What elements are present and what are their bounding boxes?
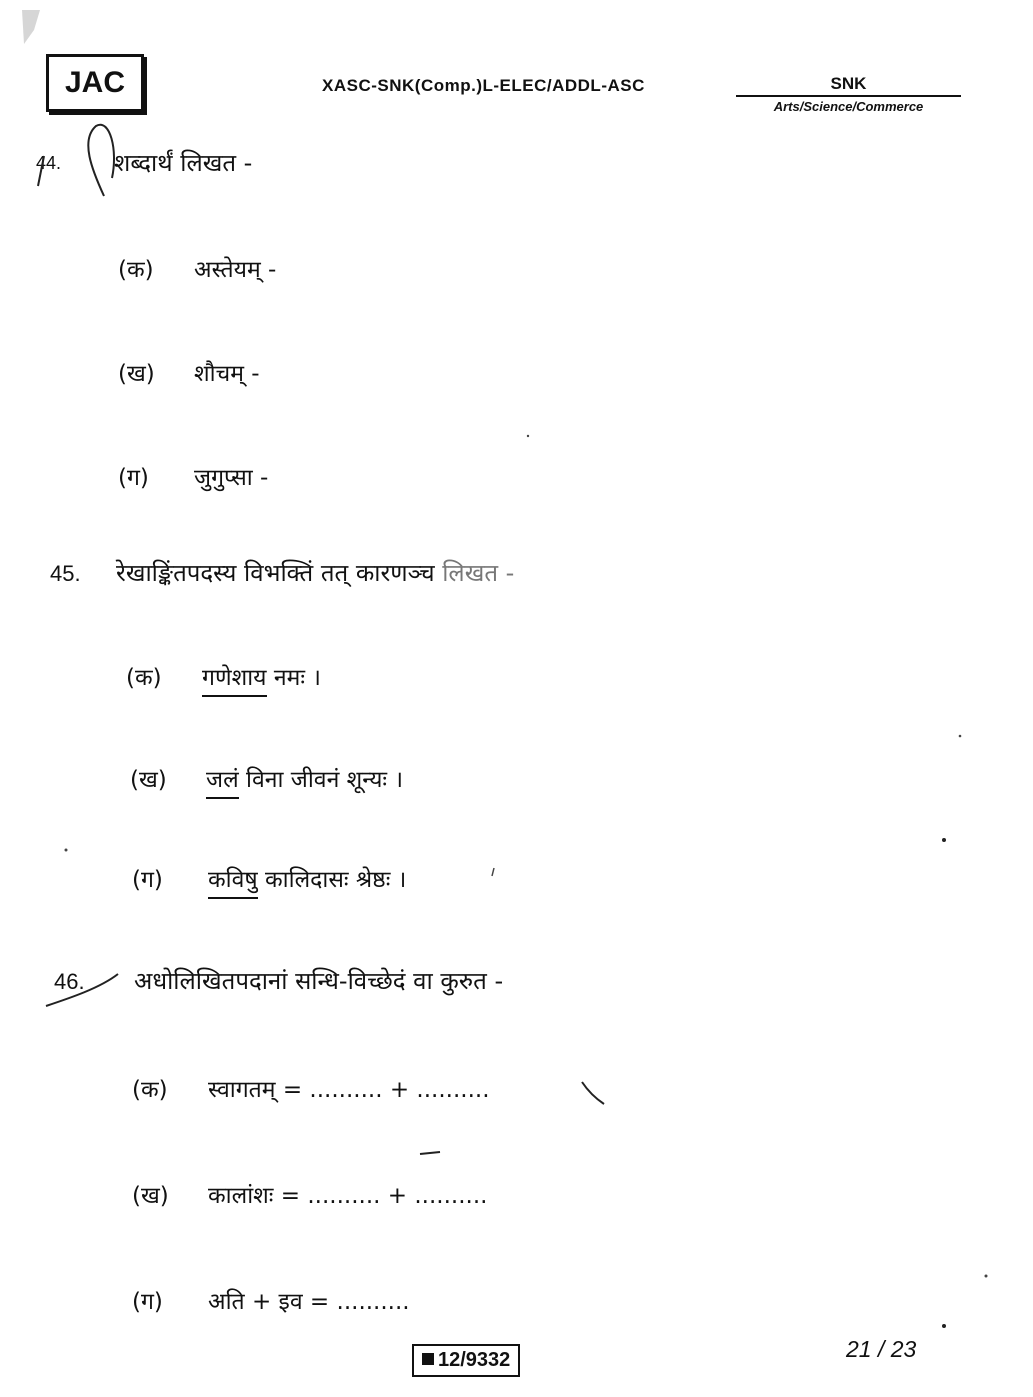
item-label: (ग) xyxy=(132,867,163,893)
stray-dash xyxy=(420,1152,440,1154)
item-label: (क) xyxy=(118,257,154,283)
corner-smudge xyxy=(22,10,40,44)
item-text: नमः । xyxy=(266,665,322,691)
circle-mark-44 xyxy=(88,125,114,196)
item-text: अति + इव = .......... xyxy=(208,1289,410,1315)
jac-logo: JAC xyxy=(46,54,144,112)
item-text: अस्तेयम् - xyxy=(194,257,277,283)
question-prompt: अधोलिखितपदानां सन्धि-विच्छेदं वा कुरुत - xyxy=(134,967,504,995)
item-label: (ख) xyxy=(130,767,167,793)
tick-mark-46 xyxy=(46,974,118,1006)
item-text: जुगुप्सा - xyxy=(194,465,269,491)
item-label: (ख) xyxy=(132,1183,169,1209)
stray-mark xyxy=(582,1082,604,1104)
speck xyxy=(65,849,68,852)
subject-code: SNK xyxy=(736,74,961,97)
speck xyxy=(942,838,946,842)
question-number: 46. xyxy=(54,969,85,994)
footer-code-text: 12/9332 xyxy=(438,1349,511,1371)
item-label: (ग) xyxy=(132,1289,163,1315)
speck xyxy=(959,735,962,738)
speck xyxy=(942,1324,946,1328)
speck xyxy=(527,435,529,437)
item-text: स्वागतम् = .......... + .......... xyxy=(208,1077,490,1103)
item-text: शौचम् - xyxy=(194,361,260,387)
footer-paper-code xyxy=(412,1344,520,1377)
speck xyxy=(985,1275,988,1278)
item-text: विना जीवनं शून्यः । xyxy=(238,767,404,793)
question-prompt: रेखाङ्किंतपदस्य विभक्तिं तत् कारणञ्च xyxy=(116,559,435,587)
item-label: (क) xyxy=(132,1077,168,1103)
underlined-word: जलं xyxy=(206,767,239,799)
streams-label: Arts/Science/Commerce xyxy=(773,99,924,114)
stray-tick xyxy=(492,868,494,876)
item-label: (ख) xyxy=(118,361,155,387)
item-text: कालिदासः श्रेष्ठः । xyxy=(257,867,407,893)
paper-code: XASC-SNK(Comp.)L-ELEC/ADDL-ASC xyxy=(322,76,645,95)
square-icon xyxy=(422,1353,434,1365)
item-text: कालांशः = .......... + .......... xyxy=(208,1183,488,1209)
question-prompt: शब्दार्थं लिखत - xyxy=(114,149,253,177)
question-number: 44. xyxy=(36,153,62,173)
item-label: (क) xyxy=(126,665,162,691)
underlined-word: कविषु xyxy=(208,867,258,899)
slash-mark-44 xyxy=(38,156,44,186)
question-prompt-faint: लिखत - xyxy=(442,559,515,587)
item-label: (ग) xyxy=(118,465,149,491)
question-number: 45. xyxy=(50,561,81,586)
page-number: 21 / 23 xyxy=(846,1336,917,1362)
underlined-word: गणेशाय xyxy=(202,665,267,697)
